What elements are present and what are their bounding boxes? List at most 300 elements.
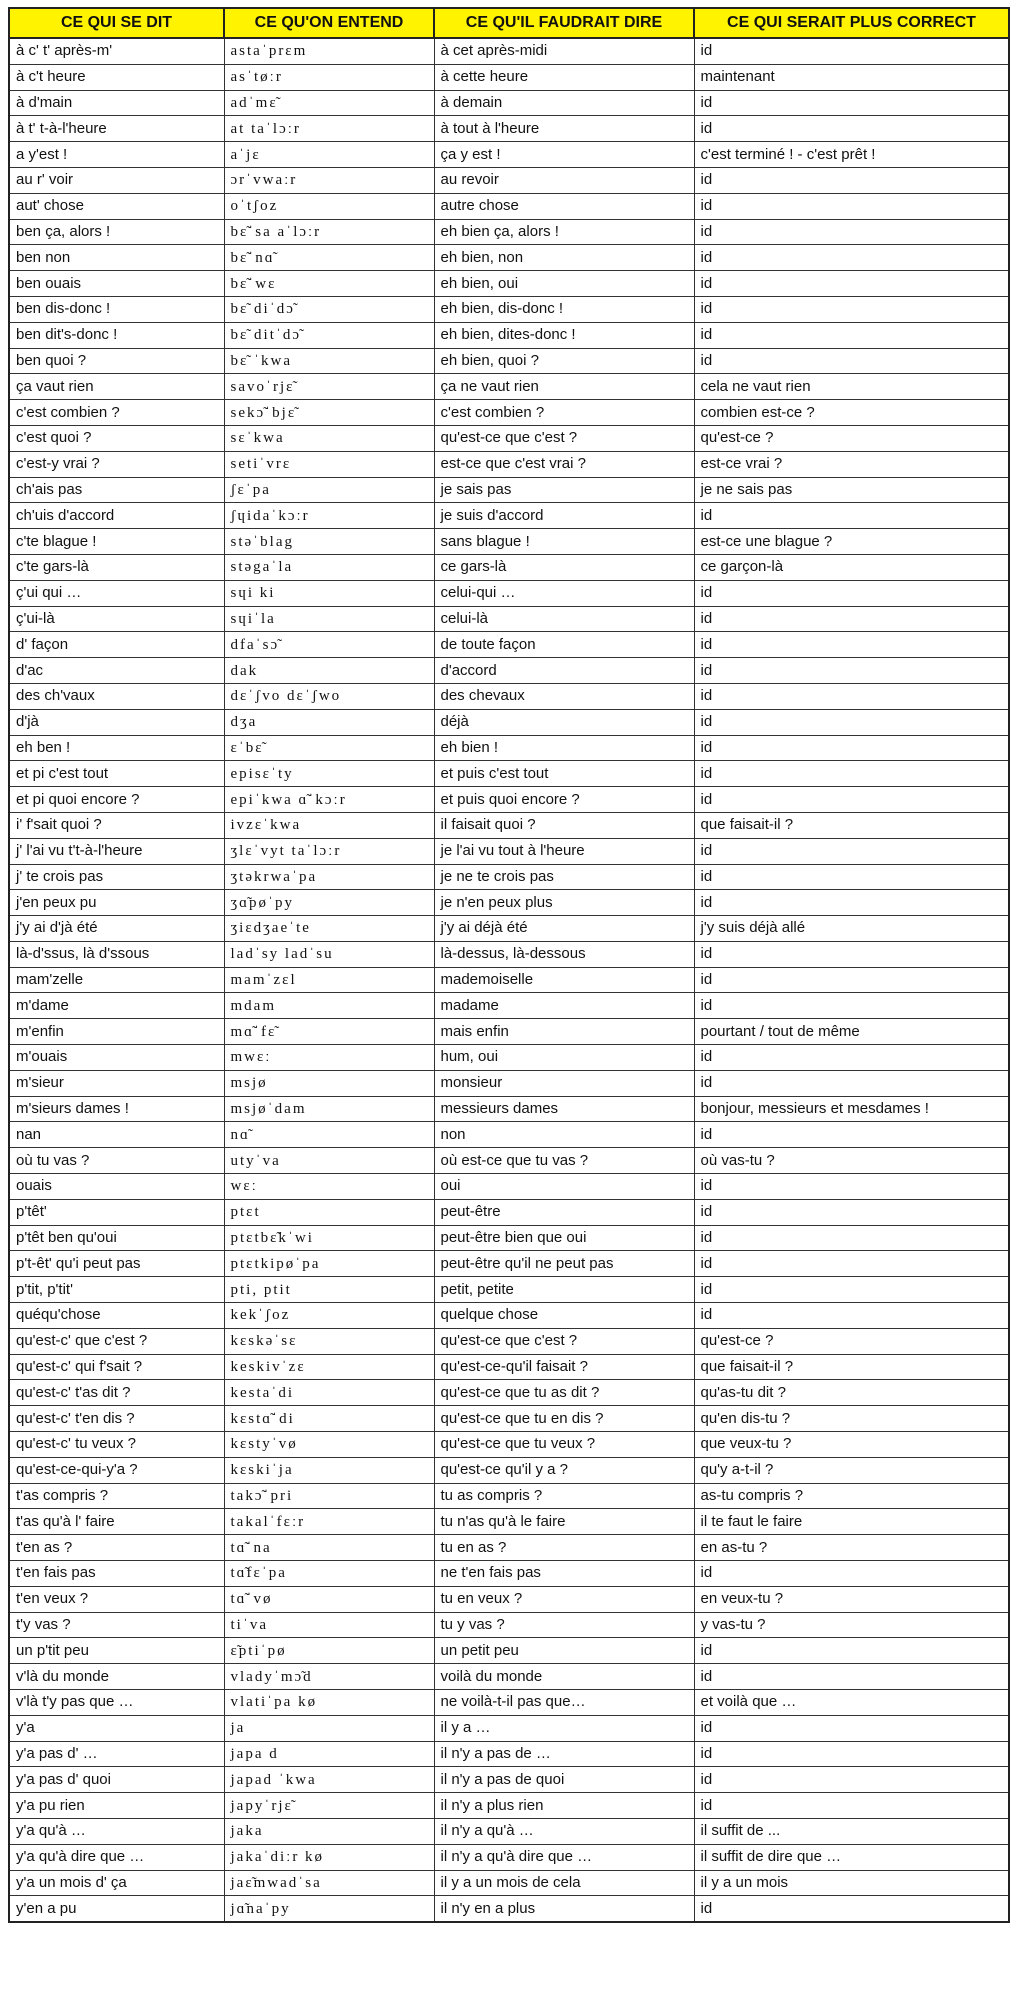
cell-should-say: peut-être bien que oui <box>434 1225 694 1251</box>
cell-more-correct: id <box>694 1045 1009 1071</box>
cell-heard: jaka <box>224 1818 434 1844</box>
cell-should-say: autre chose <box>434 193 694 219</box>
cell-spoken: t'as qu'à l' faire <box>9 1509 224 1535</box>
cell-more-correct: id <box>694 90 1009 116</box>
table-row <box>9 1767 1009 1793</box>
cell-more-correct: qu'y a-t-il ? <box>694 1457 1009 1483</box>
cell-spoken: quéqu'chose <box>9 1303 224 1329</box>
cell-spoken: ben ça, alors ! <box>9 219 224 245</box>
cell-more-correct: id <box>694 967 1009 993</box>
cell-heard: ʒtəkrwaˈpa <box>224 864 434 890</box>
cell-more-correct: que veux-tu ? <box>694 1432 1009 1458</box>
cell-more-correct: id <box>694 941 1009 967</box>
cell-should-say: eh bien, dis-donc ! <box>434 296 694 322</box>
cell-spoken: i' f'sait quoi ? <box>9 812 224 838</box>
table-row <box>9 38 1009 64</box>
cell-more-correct: id <box>694 1664 1009 1690</box>
cell-spoken: mam'zelle <box>9 967 224 993</box>
cell-heard: stəgaˈla <box>224 554 434 580</box>
cell-more-correct: en as-tu ? <box>694 1535 1009 1561</box>
cell-heard: aˈjɛ <box>224 142 434 168</box>
cell-spoken: ç'ui-là <box>9 606 224 632</box>
cell-should-say: au revoir <box>434 167 694 193</box>
cell-more-correct: id <box>694 167 1009 193</box>
table-row <box>9 193 1009 219</box>
cell-should-say: à demain <box>434 90 694 116</box>
cell-spoken: ben dis-donc ! <box>9 296 224 322</box>
table-row <box>9 683 1009 709</box>
cell-should-say: qu'est-ce-qu'il faisait ? <box>434 1354 694 1380</box>
cell-spoken: à t' t-à-l'heure <box>9 116 224 142</box>
cell-spoken: eh ben ! <box>9 735 224 761</box>
cell-more-correct: id <box>694 761 1009 787</box>
table-row <box>9 554 1009 580</box>
cell-should-say: non <box>434 1122 694 1148</box>
cell-heard: kɛskiˈja <box>224 1457 434 1483</box>
cell-heard: mdam <box>224 993 434 1019</box>
cell-should-say: je n'en peux plus <box>434 890 694 916</box>
cell-heard: msjø <box>224 1070 434 1096</box>
table-row <box>9 1844 1009 1870</box>
cell-spoken: à d'main <box>9 90 224 116</box>
table-row <box>9 116 1009 142</box>
cell-heard: bɛ̃ diˈdɔ̃ <box>224 296 434 322</box>
cell-should-say: ce gars-là <box>434 554 694 580</box>
cell-should-say: un petit peu <box>434 1638 694 1664</box>
cell-spoken: p't-êt' qu'i peut pas <box>9 1251 224 1277</box>
table-row <box>9 64 1009 90</box>
table-row <box>9 838 1009 864</box>
cell-more-correct: id <box>694 658 1009 684</box>
table-row <box>9 787 1009 813</box>
cell-spoken: des ch'vaux <box>9 683 224 709</box>
cell-more-correct: id <box>694 219 1009 245</box>
cell-spoken: j'en peux pu <box>9 890 224 916</box>
cell-heard: keskivˈzɛ <box>224 1354 434 1380</box>
table-body <box>9 38 1009 1922</box>
cell-heard: japad ˈkwa <box>224 1767 434 1793</box>
cell-spoken: ben non <box>9 245 224 271</box>
table-row <box>9 632 1009 658</box>
cell-heard: ivzɛˈkwa <box>224 812 434 838</box>
cell-spoken: ch'uis d'accord <box>9 503 224 529</box>
cell-heard: oˈtʃoz <box>224 193 434 219</box>
table-row <box>9 1509 1009 1535</box>
cell-heard: stəˈblag <box>224 529 434 555</box>
cell-more-correct: maintenant <box>694 64 1009 90</box>
cell-should-say: mais enfin <box>434 1019 694 1045</box>
cell-heard: asˈtøːr <box>224 64 434 90</box>
cell-spoken: qu'est-c' tu veux ? <box>9 1432 224 1458</box>
cell-should-say: à tout à l'heure <box>434 116 694 142</box>
cell-should-say: je ne te crois pas <box>434 864 694 890</box>
cell-heard: ɔrˈvwaːr <box>224 167 434 193</box>
cell-spoken: v'là t'y pas que … <box>9 1690 224 1716</box>
table-row <box>9 296 1009 322</box>
table-row <box>9 1277 1009 1303</box>
cell-spoken: y'a qu'à … <box>9 1818 224 1844</box>
table-row <box>9 271 1009 297</box>
cell-spoken: m'dame <box>9 993 224 1019</box>
table-row <box>9 864 1009 890</box>
cell-spoken: y'a pas d' … <box>9 1741 224 1767</box>
cell-spoken: là-d'ssus, là d'ssous <box>9 941 224 967</box>
cell-should-say: il faisait quoi ? <box>434 812 694 838</box>
header-ce-quil-faudrait-dire: CE QU'IL FAUDRAIT DIRE <box>434 8 694 38</box>
cell-more-correct: il suffit de dire que … <box>694 1844 1009 1870</box>
cell-more-correct: id <box>694 1070 1009 1096</box>
cell-should-say: eh bien, non <box>434 245 694 271</box>
cell-should-say: qu'est-ce qu'il y a ? <box>434 1457 694 1483</box>
table-row <box>9 1019 1009 1045</box>
header-ce-qui-serait-plus-correct: CE QUI SERAIT PLUS CORRECT <box>694 8 1009 38</box>
cell-more-correct: id <box>694 1225 1009 1251</box>
cell-heard: ɛˈbɛ̃ <box>224 735 434 761</box>
cell-heard: jɑ̃naˈpy <box>224 1896 434 1922</box>
cell-heard: nɑ̃ <box>224 1122 434 1148</box>
table-row <box>9 1561 1009 1587</box>
cell-more-correct: il suffit de ... <box>694 1818 1009 1844</box>
table-row <box>9 1380 1009 1406</box>
cell-should-say: de toute façon <box>434 632 694 658</box>
cell-more-correct: id <box>694 271 1009 297</box>
cell-spoken: ben dit's-donc ! <box>9 322 224 348</box>
cell-spoken: y'a <box>9 1715 224 1741</box>
cell-more-correct: id <box>694 1122 1009 1148</box>
cell-should-say: ça ne vaut rien <box>434 374 694 400</box>
cell-more-correct: que faisait-il ? <box>694 1354 1009 1380</box>
table-row <box>9 916 1009 942</box>
cell-heard: ʒlɛˈvyt taˈlɔːr <box>224 838 434 864</box>
cell-spoken: m'ouais <box>9 1045 224 1071</box>
cell-more-correct: id <box>694 1896 1009 1922</box>
cell-should-say: des chevaux <box>434 683 694 709</box>
table-row <box>9 374 1009 400</box>
cell-heard: tɑ̃fɛˈpa <box>224 1561 434 1587</box>
cell-spoken: a y'est ! <box>9 142 224 168</box>
cell-spoken: d'jà <box>9 709 224 735</box>
table-row <box>9 400 1009 426</box>
cell-more-correct: il te faut le faire <box>694 1509 1009 1535</box>
cell-more-correct: j'y suis déjà allé <box>694 916 1009 942</box>
cell-heard: ʒɑ̃pøˈpy <box>224 890 434 916</box>
cell-heard: ptɛtbɛ̃kˈwi <box>224 1225 434 1251</box>
cell-should-say: il n'y a qu'à dire que … <box>434 1844 694 1870</box>
cell-spoken: qu'est-ce-qui-y'a ? <box>9 1457 224 1483</box>
cell-spoken: y'a un mois d' ça <box>9 1870 224 1896</box>
table-row <box>9 1432 1009 1458</box>
cell-should-say: ne t'en fais pas <box>434 1561 694 1587</box>
table-row <box>9 606 1009 632</box>
cell-more-correct: as-tu compris ? <box>694 1483 1009 1509</box>
cell-more-correct: id <box>694 606 1009 632</box>
table-row <box>9 735 1009 761</box>
cell-heard: episɛˈty <box>224 761 434 787</box>
cell-heard: ptɛtkipøˈpa <box>224 1251 434 1277</box>
cell-heard: sɥiˈla <box>224 606 434 632</box>
cell-should-say: tu as compris ? <box>434 1483 694 1509</box>
cell-more-correct: id <box>694 735 1009 761</box>
cell-heard: ptɛt <box>224 1199 434 1225</box>
cell-heard: dɛˈʃvo dɛˈʃwo <box>224 683 434 709</box>
table-row <box>9 1535 1009 1561</box>
cell-more-correct: id <box>694 787 1009 813</box>
cell-should-say: messieurs dames <box>434 1096 694 1122</box>
cell-should-say: tu en as ? <box>434 1535 694 1561</box>
cell-heard: wɛː <box>224 1174 434 1200</box>
cell-more-correct: id <box>694 1767 1009 1793</box>
cell-heard: japa d <box>224 1741 434 1767</box>
cell-more-correct: id <box>694 503 1009 529</box>
cell-should-say: petit, petite <box>434 1277 694 1303</box>
cell-should-say: eh bien ! <box>434 735 694 761</box>
cell-heard: bɛ̃ˈsa aˈlɔːr <box>224 219 434 245</box>
cell-spoken: ç'ui qui … <box>9 580 224 606</box>
cell-more-correct: id <box>694 1561 1009 1587</box>
cell-more-correct: qu'as-tu dit ? <box>694 1380 1009 1406</box>
table-row <box>9 1715 1009 1741</box>
cell-should-say: il y a … <box>434 1715 694 1741</box>
table-row <box>9 1122 1009 1148</box>
cell-should-say: eh bien, oui <box>434 271 694 297</box>
cell-should-say: et puis c'est tout <box>434 761 694 787</box>
table-row <box>9 1225 1009 1251</box>
cell-spoken: j' l'ai vu t't-à-l'heure <box>9 838 224 864</box>
table-header <box>9 8 1009 38</box>
cell-heard: mɑ̃ˈfɛ̃ <box>224 1019 434 1045</box>
cell-more-correct: pourtant / tout de même <box>694 1019 1009 1045</box>
cell-more-correct: et voilà que … <box>694 1690 1009 1716</box>
cell-should-say: je l'ai vu tout à l'heure <box>434 838 694 864</box>
table-row <box>9 1638 1009 1664</box>
cell-more-correct: id <box>694 838 1009 864</box>
cell-should-say: où est-ce que tu vas ? <box>434 1148 694 1174</box>
cell-heard: bɛ̃ˈwɛ <box>224 271 434 297</box>
cell-should-say: là-dessus, là-dessous <box>434 941 694 967</box>
cell-should-say: monsieur <box>434 1070 694 1096</box>
cell-more-correct: où vas-tu ? <box>694 1148 1009 1174</box>
cell-spoken: ch'ais pas <box>9 477 224 503</box>
cell-more-correct: id <box>694 709 1009 735</box>
cell-spoken: où tu vas ? <box>9 1148 224 1174</box>
cell-heard: bɛ̃ ˈkwa <box>224 348 434 374</box>
cell-spoken: v'là du monde <box>9 1664 224 1690</box>
table-row <box>9 477 1009 503</box>
cell-spoken: aut' chose <box>9 193 224 219</box>
table-row <box>9 1793 1009 1819</box>
cell-spoken: t'en fais pas <box>9 1561 224 1587</box>
cell-heard: adˈmɛ̃ <box>224 90 434 116</box>
cell-heard: jakaˈdiːr kø <box>224 1844 434 1870</box>
table-row <box>9 709 1009 735</box>
cell-should-say: eh bien, dites-donc ! <box>434 322 694 348</box>
cell-spoken: et pi quoi encore ? <box>9 787 224 813</box>
table-row <box>9 1870 1009 1896</box>
cell-should-say: c'est combien ? <box>434 400 694 426</box>
cell-more-correct: id <box>694 580 1009 606</box>
cell-spoken: d' façon <box>9 632 224 658</box>
cell-heard: utyˈva <box>224 1148 434 1174</box>
header-ce-qui-se-dit: CE QUI SE DIT <box>9 8 224 38</box>
cell-heard: sekɔ̃ˈbjɛ̃ <box>224 400 434 426</box>
cell-should-say: eh bien, quoi ? <box>434 348 694 374</box>
cell-spoken: ça vaut rien <box>9 374 224 400</box>
cell-should-say: voilà du monde <box>434 1664 694 1690</box>
cell-more-correct: que faisait-il ? <box>694 812 1009 838</box>
table-row <box>9 1612 1009 1638</box>
table-row <box>9 1457 1009 1483</box>
cell-spoken: p'têt ben qu'oui <box>9 1225 224 1251</box>
cell-should-say: tu y vas ? <box>434 1612 694 1638</box>
cell-spoken: t'as compris ? <box>9 1483 224 1509</box>
table-row <box>9 529 1009 555</box>
cell-more-correct: id <box>694 116 1009 142</box>
cell-more-correct: id <box>694 1174 1009 1200</box>
cell-should-say: est-ce que c'est vrai ? <box>434 451 694 477</box>
cell-heard: pti, ptit <box>224 1277 434 1303</box>
table-row <box>9 1251 1009 1277</box>
table-row <box>9 451 1009 477</box>
cell-spoken: ouais <box>9 1174 224 1200</box>
cell-heard: vladyˈmɔ̃d <box>224 1664 434 1690</box>
cell-should-say: qu'est-ce que c'est ? <box>434 425 694 451</box>
cell-should-say: qu'est-ce que tu en dis ? <box>434 1406 694 1432</box>
table-row <box>9 1148 1009 1174</box>
cell-should-say: qu'est-ce que c'est ? <box>434 1328 694 1354</box>
cell-more-correct: id <box>694 245 1009 271</box>
table-row <box>9 1406 1009 1432</box>
cell-heard: kɛskəˈsɛ <box>224 1328 434 1354</box>
cell-more-correct: id <box>694 993 1009 1019</box>
table-row <box>9 580 1009 606</box>
cell-spoken: à c' t' après-m' <box>9 38 224 64</box>
cell-heard: mamˈzɛl <box>224 967 434 993</box>
cell-spoken: c'est-y vrai ? <box>9 451 224 477</box>
cell-should-say: il n'y en a plus <box>434 1896 694 1922</box>
table-row <box>9 1741 1009 1767</box>
table-row <box>9 425 1009 451</box>
table-row <box>9 761 1009 787</box>
cell-more-correct: en veux-tu ? <box>694 1586 1009 1612</box>
cell-spoken: ben ouais <box>9 271 224 297</box>
cell-spoken: y'a pas d' quoi <box>9 1767 224 1793</box>
cell-should-say: à cette heure <box>434 64 694 90</box>
cell-heard: tɑ̃ˈna <box>224 1535 434 1561</box>
cell-spoken: qu'est-c' t'as dit ? <box>9 1380 224 1406</box>
cell-heard: astaˈprɛm <box>224 38 434 64</box>
cell-more-correct: cela ne vaut rien <box>694 374 1009 400</box>
cell-heard: tɑ̃ˈvø <box>224 1586 434 1612</box>
cell-more-correct: id <box>694 1251 1009 1277</box>
cell-more-correct: id <box>694 193 1009 219</box>
cell-heard: ʒiɛdʒaeˈte <box>224 916 434 942</box>
cell-should-say: quelque chose <box>434 1303 694 1329</box>
cell-should-say: il n'y a qu'à … <box>434 1818 694 1844</box>
table-row <box>9 1896 1009 1922</box>
cell-should-say: déjà <box>434 709 694 735</box>
cell-should-say: sans blague ! <box>434 529 694 555</box>
cell-heard: ʃɛˈpa <box>224 477 434 503</box>
table-row <box>9 142 1009 168</box>
table-row <box>9 90 1009 116</box>
cell-more-correct: id <box>694 1199 1009 1225</box>
cell-more-correct: id <box>694 1303 1009 1329</box>
cell-spoken: c'te gars-là <box>9 554 224 580</box>
table-row <box>9 1354 1009 1380</box>
cell-should-say: ne voilà-t-il pas que… <box>434 1690 694 1716</box>
table-row <box>9 1586 1009 1612</box>
cell-spoken: t'en as ? <box>9 1535 224 1561</box>
table-row <box>9 812 1009 838</box>
cell-spoken: y'a qu'à dire que … <box>9 1844 224 1870</box>
table-row <box>9 993 1009 1019</box>
cell-heard: ja <box>224 1715 434 1741</box>
table-row <box>9 1045 1009 1071</box>
expressions-table <box>8 7 1010 1923</box>
cell-spoken: et pi c'est tout <box>9 761 224 787</box>
table-row <box>9 941 1009 967</box>
cell-should-say: à cet après-midi <box>434 38 694 64</box>
cell-should-say: peut-être qu'il ne peut pas <box>434 1251 694 1277</box>
cell-spoken: m'sieur <box>9 1070 224 1096</box>
cell-spoken: c'est combien ? <box>9 400 224 426</box>
cell-should-say: qu'est-ce que tu veux ? <box>434 1432 694 1458</box>
table-row <box>9 1096 1009 1122</box>
cell-heard: kɛstɑ̃ˈdi <box>224 1406 434 1432</box>
cell-spoken: p'têt' <box>9 1199 224 1225</box>
cell-more-correct: id <box>694 296 1009 322</box>
cell-more-correct: combien est-ce ? <box>694 400 1009 426</box>
cell-more-correct: id <box>694 1741 1009 1767</box>
cell-should-say: il n'y a pas de … <box>434 1741 694 1767</box>
cell-heard: jaɛ̃mwadˈsa <box>224 1870 434 1896</box>
cell-should-say: mademoiselle <box>434 967 694 993</box>
cell-should-say: madame <box>434 993 694 1019</box>
table-row <box>9 967 1009 993</box>
cell-more-correct: est-ce vrai ? <box>694 451 1009 477</box>
cell-spoken: y'a pu rien <box>9 1793 224 1819</box>
cell-heard: takɔ̃ˈpri <box>224 1483 434 1509</box>
cell-should-say: eh bien ça, alors ! <box>434 219 694 245</box>
cell-spoken: qu'est-c' t'en dis ? <box>9 1406 224 1432</box>
cell-spoken: m'sieurs dames ! <box>9 1096 224 1122</box>
table-row <box>9 503 1009 529</box>
cell-spoken: un p'tit peu <box>9 1638 224 1664</box>
cell-more-correct: id <box>694 890 1009 916</box>
table-row <box>9 1328 1009 1354</box>
cell-more-correct: ce garçon-là <box>694 554 1009 580</box>
table-row <box>9 245 1009 271</box>
cell-heard: sɥi ki <box>224 580 434 606</box>
table-row <box>9 348 1009 374</box>
cell-more-correct: id <box>694 864 1009 890</box>
cell-heard: sɛˈkwa <box>224 425 434 451</box>
cell-spoken: t'en veux ? <box>9 1586 224 1612</box>
cell-heard: tiˈva <box>224 1612 434 1638</box>
cell-should-say: celui-qui … <box>434 580 694 606</box>
cell-spoken: au r' voir <box>9 167 224 193</box>
table-row <box>9 1818 1009 1844</box>
cell-heard: bɛ̃ˈnɑ̃ <box>224 245 434 271</box>
table-row <box>9 1664 1009 1690</box>
cell-more-correct: id <box>694 1715 1009 1741</box>
cell-more-correct: y vas-tu ? <box>694 1612 1009 1638</box>
cell-more-correct: id <box>694 1638 1009 1664</box>
cell-spoken: nan <box>9 1122 224 1148</box>
cell-more-correct: qu'est-ce ? <box>694 425 1009 451</box>
cell-should-say: je sais pas <box>434 477 694 503</box>
cell-heard: dʒa <box>224 709 434 735</box>
